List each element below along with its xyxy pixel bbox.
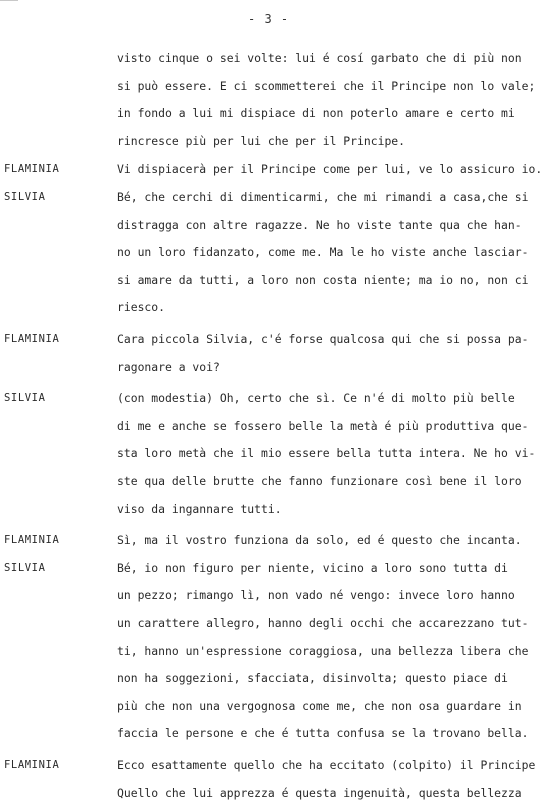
dialogue-text: Vi dispiacerà per il Principe come per lui, ve lo assicuro io. [117, 162, 543, 176]
script-line [0, 188, 556, 206]
script-line [0, 586, 556, 604]
script-line [0, 216, 556, 234]
dialogue-text: Sì, ma il vostro funziona da solo, ed é questo che incanta. [117, 533, 522, 547]
margin-mark [0, 0, 18, 1]
dialogue-text: Ecco esattamente quello che ha eccitato (colpito) il Principe [117, 758, 536, 772]
script-line [0, 132, 556, 150]
dialogue-text: non ha soggezioni, sfacciata, disinvolta; questo piace di [117, 671, 508, 685]
script-line [0, 531, 556, 549]
dialogue-text: distragga con altre ragazze. Ne ho viste tante qua che han- [117, 218, 522, 232]
dialogue-text: Bé, che cerchi di dimenticarmi, che mi rimandi a casa,che si [117, 190, 529, 204]
dialogue-text: no un loro fidanzato, come me. Ma le ho viste anche lasciar- [117, 245, 529, 259]
script-line [0, 669, 556, 687]
script-line [0, 417, 556, 435]
speaker-name: SILVIA [4, 392, 46, 404]
speaker-name: FLAMINIA [4, 163, 60, 175]
dialogue-text: ragonare a voi? [117, 360, 220, 374]
dialogue-text: sta loro metà che il mio essere bella tutta intera. Ne ho vi- [117, 446, 536, 460]
script-line [0, 472, 556, 490]
dialogue-text: visto cinque o sei volte: lui é cosí garbato che di più non [117, 51, 522, 65]
speaker-name: FLAMINIA [4, 759, 60, 771]
script-line [0, 614, 556, 632]
dialogue-text: Quello che lui apprezza é questa ingenuità, questa bellezza [117, 786, 522, 800]
speaker-name: FLAMINIA [4, 534, 60, 546]
page-number: - 3 - [248, 12, 290, 26]
dialogue-text: un carattere allegro, hanno degli occhi che accarezzano tut- [117, 616, 529, 630]
dialogue-text: più che non una vergognosa come me, che non osa guardare in [117, 699, 522, 713]
script-line [0, 77, 556, 95]
dialogue-text: viso da ingannare tutti. [117, 502, 282, 516]
script-line [0, 756, 556, 774]
dialogue-text: riesco. [117, 300, 166, 314]
script-line [0, 697, 556, 715]
script-line [0, 243, 556, 261]
script-line [0, 642, 556, 660]
speaker-name: SILVIA [4, 191, 46, 203]
dialogue-text: rincresce più per lui che per il Principe. [117, 134, 406, 148]
dialogue-text: (con modestia) Oh, certo che sì. Ce n'é di molto più belle [117, 391, 515, 405]
script-line [0, 724, 556, 742]
dialogue-text: ste qua delle brutte che fanno funzionare così bene il loro [117, 474, 522, 488]
script-line [0, 358, 556, 376]
script-line [0, 271, 556, 289]
script-line [0, 298, 556, 316]
speaker-name: SILVIA [4, 562, 46, 574]
dialogue-text: un pezzo; rimango lì, non vado né vengo: invece loro hanno [117, 588, 515, 602]
script-line [0, 330, 556, 348]
dialogue-text: ti, hanno un'espressione coraggiosa, una bellezza libera che [117, 644, 529, 658]
dialogue-text: faccia le persone e che é tutta confusa se la trovano bella. [117, 726, 529, 740]
dialogue-text: di me e anche se fossero belle la metà é più produttiva que- [117, 419, 529, 433]
dialogue-text: Bé, io non figuro per niente, vicino a loro sono tutta di [117, 561, 508, 575]
script-line [0, 444, 556, 462]
script-line [0, 500, 556, 518]
dialogue-text: si amare da tutti, a loro non costa niente; ma io no, non ci [117, 273, 529, 287]
script-line [0, 104, 556, 122]
script-line [0, 784, 556, 802]
speaker-name: FLAMINIA [4, 333, 60, 345]
dialogue-text: Cara piccola Silvia, c'é forse qualcosa qui che si possa pa- [117, 332, 529, 346]
dialogue-text: si può essere. E ci scommetterei che il Principe non lo vale; [117, 79, 536, 93]
script-line [0, 49, 556, 67]
script-line [0, 559, 556, 577]
script-line [0, 389, 556, 407]
script-line [0, 160, 556, 178]
dialogue-text: in fondo a lui mi dispiace di non poterlo amare e certo mi [117, 106, 515, 120]
